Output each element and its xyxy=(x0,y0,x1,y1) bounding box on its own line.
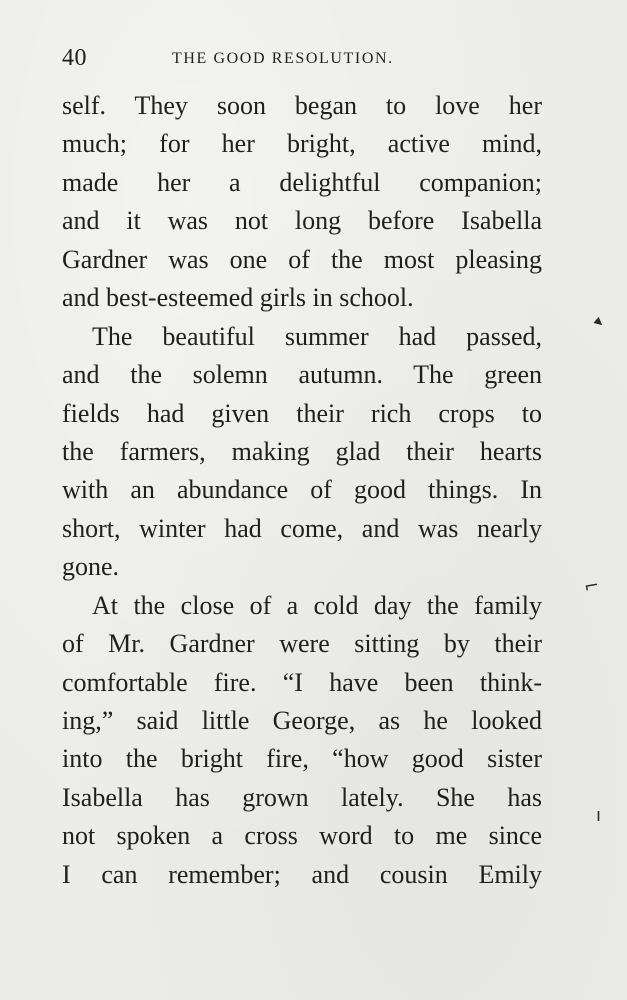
page-number: 40 xyxy=(62,45,87,71)
running-title: THE GOOD RESOLUTION. xyxy=(172,50,394,67)
text-line: Isabella has grown lately. She has xyxy=(62,782,542,812)
text-line: of Mr. Gardner were sitting by their xyxy=(62,629,542,659)
text-line: self. They soon began to love her xyxy=(62,91,542,120)
text-line: the farmers, making glad their hearts xyxy=(62,436,542,466)
text-line: short, winter had come, and was nearly xyxy=(62,513,542,543)
ink-speck-icon: ⌐ xyxy=(582,574,601,599)
text-line: with an abundance of good things. In xyxy=(62,475,542,505)
text-line: comfortable fire. “I have been think- xyxy=(62,667,542,697)
text-line: I can remember; and cousin Emily xyxy=(62,859,542,889)
text-line: and the solemn autumn. The green xyxy=(62,360,542,390)
text-line: and best-esteemed girls in school. xyxy=(62,283,414,313)
paragraph-start-line: At the close of a cold day the family xyxy=(92,590,542,620)
text-line: Gardner was one of the most pleasing xyxy=(62,244,542,274)
page-header xyxy=(62,42,540,74)
paragraph-start-line: The beautiful summer had passed, xyxy=(92,321,542,351)
text-line: fields had given their rich crops to xyxy=(62,398,542,428)
text-line: into the bright fire, “how good sister xyxy=(62,744,542,774)
text-line: made her a delightful companion; xyxy=(62,167,542,197)
ink-speck-icon: ▸ xyxy=(590,311,610,332)
text-line: not spoken a cross word to me since xyxy=(62,821,542,851)
body-text xyxy=(62,87,542,894)
text-line: ing,” said little George, as he looked xyxy=(62,706,542,735)
text-line: and it was not long before Isabella xyxy=(62,206,542,236)
ink-speck-icon: ı xyxy=(596,805,602,826)
text-line: gone. xyxy=(62,552,120,582)
text-line: much; for her bright, active mind, xyxy=(62,129,542,159)
